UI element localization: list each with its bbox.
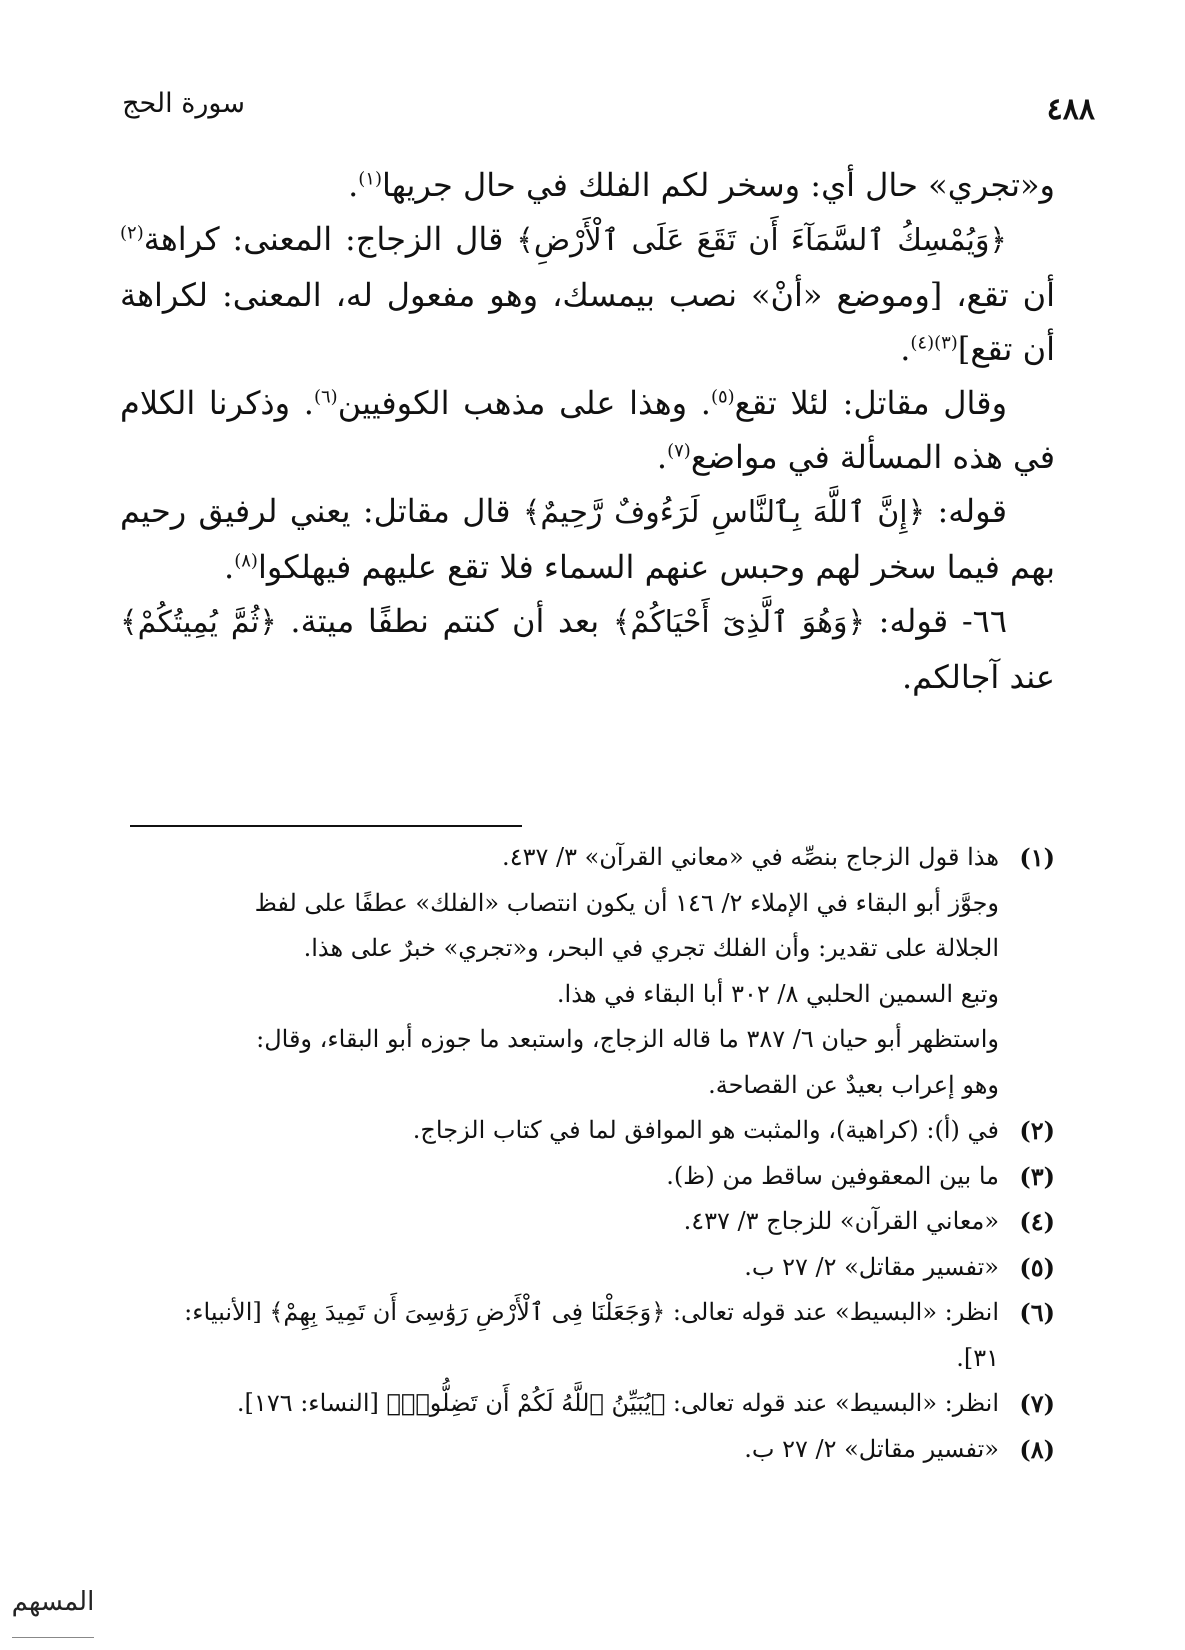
publisher-logo xyxy=(12,1567,94,1638)
footnote-number: (٨) xyxy=(1019,1434,1055,1464)
footnote-line: «تفسير مقاتل» ٢/ ٢٧ ب. xyxy=(744,1434,999,1463)
paragraph-4 xyxy=(120,484,1055,594)
paragraph-text: . xyxy=(900,330,911,368)
quran-verse: ﴿ثُمَّ يُمِيتُكُمْ﴾ xyxy=(120,605,277,640)
footnote-number: (١) xyxy=(1019,843,1055,872)
paragraph-text: قال مقاتل: يعني لرفيق رحيم بهم فيما سخر لهم وحبس عنهم السماء فلا تقع عليهم فيهلكوا xyxy=(120,492,1055,586)
paragraph-text: وقال مقاتل: لئلا تقع xyxy=(734,384,1008,422)
footnote-line: الجلالة على تقدير: وأن الفلك تجري في البحر، و«تجري» خبرٌ على هذا. xyxy=(303,934,999,962)
footnote xyxy=(120,835,1055,1108)
footnote-line: «تفسير مقاتل» ٢/ ٢٧ ب. xyxy=(744,1252,999,1281)
surah-title: سورة الحج xyxy=(122,88,245,119)
footnote xyxy=(120,1427,1055,1473)
footnote xyxy=(120,1199,1055,1245)
paragraph-1 xyxy=(120,158,1055,212)
paragraph-2 xyxy=(120,212,1055,376)
footnote-ref[interactable]: (٢) xyxy=(120,222,144,244)
logo-text: المسهم xyxy=(11,1587,95,1617)
paragraph-text: قوله: xyxy=(925,492,1007,530)
footnote-line: هذا قول الزجاج بنصِّه في «معاني القرآن» ٣/ ٤٣٧. xyxy=(502,843,999,871)
footnote-number: (٣) xyxy=(1019,1161,1055,1191)
footnote xyxy=(120,1108,1055,1154)
paragraph-text: . xyxy=(224,548,235,586)
footnote-ref[interactable]: (٧) xyxy=(667,440,691,462)
footnote xyxy=(120,1154,1055,1200)
footnote-number: (٥) xyxy=(1019,1252,1055,1282)
footnote xyxy=(120,1381,1055,1427)
footnote-line: في (أ): (كراهية)، والمثبت هو الموافق لما في كتاب الزجاج. xyxy=(412,1116,999,1144)
paragraph-text: عند آجالكم. xyxy=(901,658,1055,696)
footnote-line: انظر: «البسيط» عند قوله تعالى: ﴿يُبَيِّنُ ٱللَّهُ لَكُمْ أَن تَضِلُّوا۟﴾ [النساء: ١٧٦]. xyxy=(236,1389,999,1417)
footnote-ref[interactable]: (٣) xyxy=(934,332,958,354)
footnote-line: ٣١]. xyxy=(956,1343,999,1372)
footnote-line: وجوَّز أبو البقاء في الإملاء ٢/ ١٤٦ أن يكون انتصاب «الفلك» عطفًا على لفظ xyxy=(254,888,999,917)
footnote-number: (٧) xyxy=(1019,1389,1055,1418)
footnote-ref[interactable]: (٤) xyxy=(910,332,935,354)
page-header xyxy=(110,80,1095,136)
paragraph-text: ٦٦- قوله: xyxy=(865,602,1008,640)
footnote-ref[interactable]: (١) xyxy=(358,168,382,190)
footnote-line: ما بين المعقوفين ساقط من (ظ). xyxy=(666,1161,999,1190)
main-text xyxy=(120,158,1055,704)
footnote-number: (٤) xyxy=(1019,1207,1055,1236)
paragraph-3 xyxy=(120,376,1055,484)
quran-verse: ﴿إِنَّ ٱللَّهَ بِٱلنَّاسِ لَرَءُوفٌ رَّحِيمٌ﴾ xyxy=(522,495,926,530)
paragraph-5 xyxy=(120,594,1055,704)
paragraph-text: قال الزجاج: المعنى: كراهة xyxy=(143,220,517,258)
footnote-line: «معاني القرآن» للزجاج ٣/ ٤٣٧. xyxy=(683,1207,999,1235)
footnote-number: (٢) xyxy=(1019,1116,1055,1145)
quran-verse: ﴿وَيُمْسِكُ ٱلسَّمَآءَ أَن تَقَعَ عَلَى ٱلْأَرْضِ﴾ xyxy=(516,223,1008,258)
footnotes xyxy=(120,835,1055,1472)
footnote-ref[interactable]: (٥) xyxy=(710,386,735,408)
paragraph-text: . وذكرنا الكلام في هذه المسألة في مواضع xyxy=(120,384,1055,476)
paragraph-text: بعد أن كنتم نطفًا ميتة. xyxy=(276,602,613,640)
paragraph-text: . xyxy=(348,166,359,204)
paragraph-text: و«تجري» حال أي: وسخر لكم الفلك في حال جريها xyxy=(381,166,1055,204)
footnote-ref[interactable]: (٦) xyxy=(313,386,338,408)
footnote-line: انظر: «البسيط» عند قوله تعالى: ﴿وَجَعَلْنَا فِى ٱلْأَرْضِ رَوَٰسِىَ أَن تَمِيدَ بِهِمْ﴾ [الأنبياء: xyxy=(184,1298,999,1326)
footnote xyxy=(120,1245,1055,1291)
footnote-ref[interactable]: (٨) xyxy=(234,550,258,572)
paragraph-text: . xyxy=(656,438,668,476)
page-number: ٤٨٨ xyxy=(1046,92,1095,127)
footnote-number: (٦) xyxy=(1019,1298,1055,1327)
paragraph-text: . وهذا على مذهب الكوفيين xyxy=(337,384,711,422)
paragraph-text: أن تقع، [وموضع «أنْ» نصب بيمسك، وهو مفعول له، المعنى: لكراهة أن تقع] xyxy=(120,276,1055,368)
footnote-line: واستظهر أبو حيان ٦/ ٣٨٧ ما قاله الزجاج، واستبعد ما جوزه أبو البقاء، وقال: xyxy=(256,1025,999,1053)
quran-verse: ﴿وَهُوَ ٱلَّذِىٓ أَحْيَاكُمْ﴾ xyxy=(612,605,866,640)
footnote-separator xyxy=(130,825,522,827)
footnote-line: وهو إعراب بعيدٌ عن القصاحة. xyxy=(708,1070,999,1099)
footnote-line: وتبع السمين الحلبي ٨/ ٣٠٢ أبا البقاء في هذا. xyxy=(556,979,999,1008)
footnote xyxy=(120,1290,1055,1381)
